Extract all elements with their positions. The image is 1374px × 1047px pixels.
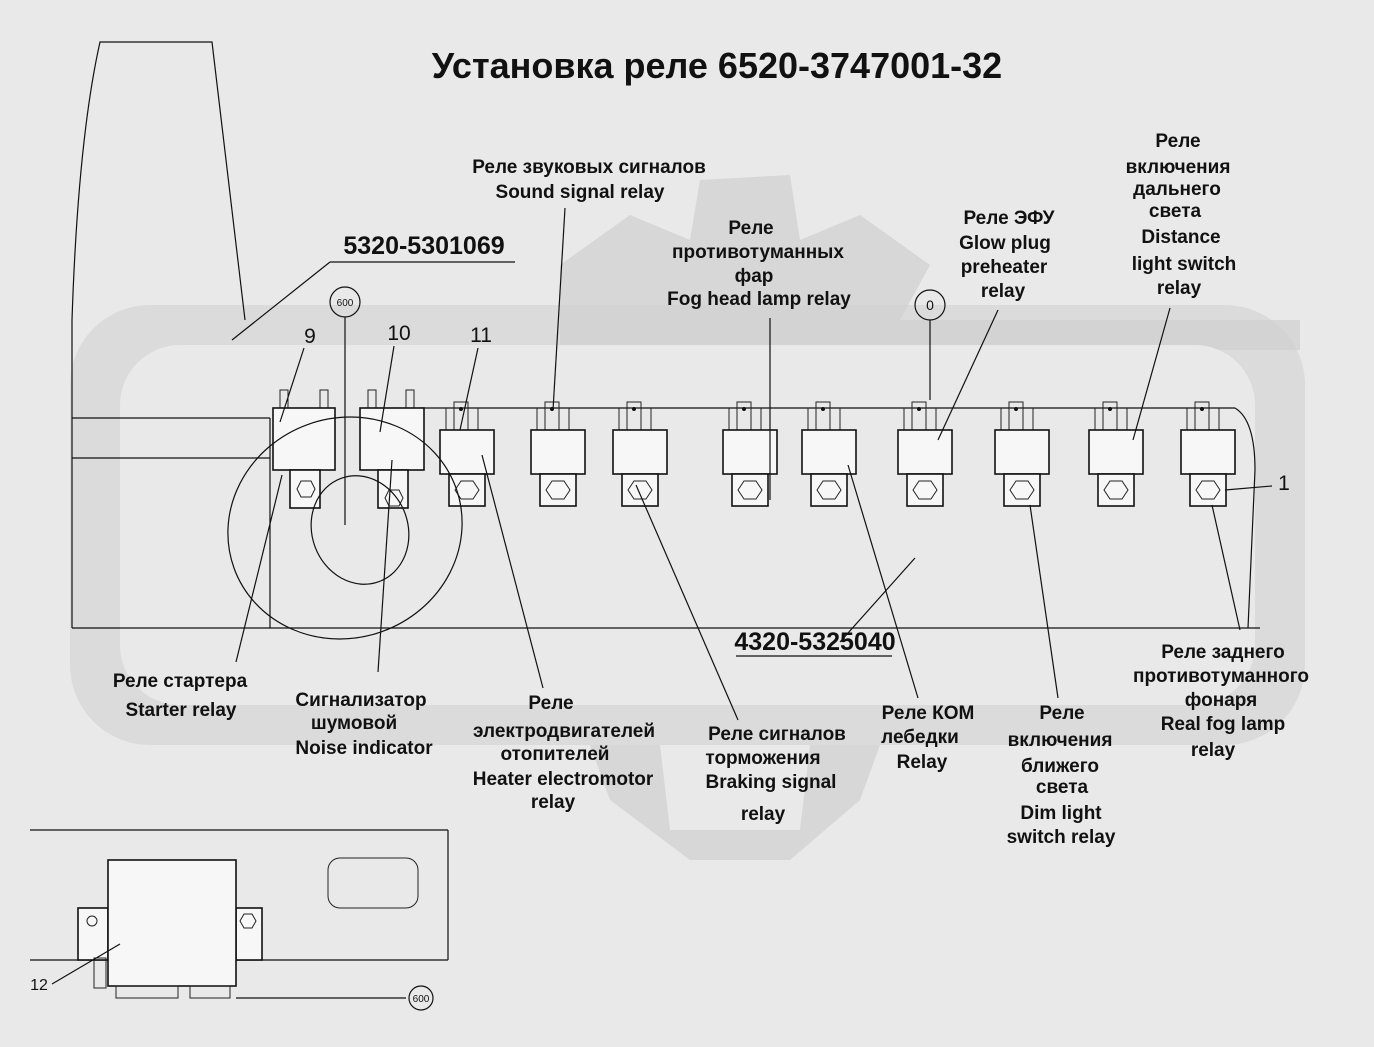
svg-text:600: 600 <box>412 994 430 1005</box>
svg-text:Relay: Relay <box>896 752 948 773</box>
position-9: 9 <box>304 325 316 348</box>
svg-text:торможения: торможения <box>705 748 821 769</box>
watermark-logo <box>70 175 1305 860</box>
svg-text:противотуманных: противотуманных <box>672 242 844 263</box>
svg-text:Fog head lamp relay: Fog head lamp relay <box>667 289 851 310</box>
svg-text:света: света <box>1148 201 1202 222</box>
svg-text:включения: включения <box>1007 730 1113 751</box>
svg-text:Реле сигналов: Реле сигналов <box>708 724 846 745</box>
svg-text:отопителей: отопителей <box>500 744 610 765</box>
drawing-title: Установка реле 6520-3747001-32 <box>431 45 1003 86</box>
svg-text:relay: relay <box>980 281 1026 302</box>
svg-text:0: 0 <box>926 297 934 313</box>
inset-detail <box>30 830 448 1010</box>
svg-text:Heater electromotor: Heater electromotor <box>472 769 654 790</box>
svg-text:дальнего: дальнего <box>1133 179 1221 200</box>
svg-text:Реле КОМ: Реле КОМ <box>881 703 975 724</box>
svg-text:Реле: Реле <box>1155 131 1201 152</box>
svg-text:600: 600 <box>336 298 354 309</box>
svg-text:Noise indicator: Noise indicator <box>295 738 433 759</box>
svg-text:лебедки: лебедки <box>881 727 959 748</box>
svg-text:relay: relay <box>530 792 576 813</box>
svg-text:Starter relay: Starter relay <box>125 700 237 721</box>
svg-text:Dim light: Dim light <box>1020 803 1102 824</box>
position-12: 12 <box>30 977 48 994</box>
svg-text:Реле: Реле <box>1039 703 1085 724</box>
svg-text:ближего: ближего <box>1020 756 1100 777</box>
svg-text:фар: фар <box>734 266 774 287</box>
svg-text:Real fog lamp: Real fog lamp <box>1160 714 1286 735</box>
svg-text:фонаря: фонаря <box>1184 690 1258 711</box>
svg-text:Distance: Distance <box>1141 227 1221 248</box>
svg-text:light switch: light switch <box>1131 254 1237 275</box>
svg-text:Реле: Реле <box>528 693 574 714</box>
position-1: 1 <box>1278 472 1290 495</box>
svg-text:Glow plug: Glow plug <box>959 233 1051 254</box>
svg-text:Sound signal relay: Sound signal relay <box>495 182 665 203</box>
svg-text:relay: relay <box>740 804 786 825</box>
svg-text:Braking signal: Braking signal <box>705 772 837 793</box>
position-10: 10 <box>387 322 411 345</box>
part-number-bracket: 5320-5301069 <box>343 232 505 260</box>
svg-text:preheater: preheater <box>960 257 1048 278</box>
svg-text:Реле заднего: Реле заднего <box>1161 642 1285 663</box>
svg-text:Реле: Реле <box>728 218 774 239</box>
svg-text:Сигнализатор: Сигнализатор <box>295 690 427 711</box>
svg-text:электродвигателей: электродвигателей <box>472 721 656 742</box>
svg-text:relay: relay <box>1156 278 1202 299</box>
svg-text:противотуманного: противотуманного <box>1132 666 1310 687</box>
svg-text:switch relay: switch relay <box>1006 827 1116 848</box>
svg-text:Реле ЭФУ: Реле ЭФУ <box>963 208 1055 229</box>
position-11: 11 <box>470 324 492 347</box>
svg-text:Реле звуковых сигналов: Реле звуковых сигналов <box>472 157 706 178</box>
svg-text:шумовой: шумовой <box>310 713 398 734</box>
part-number-panel: 4320-5325040 <box>734 628 896 656</box>
svg-text:включения: включения <box>1125 157 1231 178</box>
svg-text:света: света <box>1035 777 1089 798</box>
svg-text:Реле стартера: Реле стартера <box>112 671 248 692</box>
svg-text:relay: relay <box>1190 740 1236 761</box>
